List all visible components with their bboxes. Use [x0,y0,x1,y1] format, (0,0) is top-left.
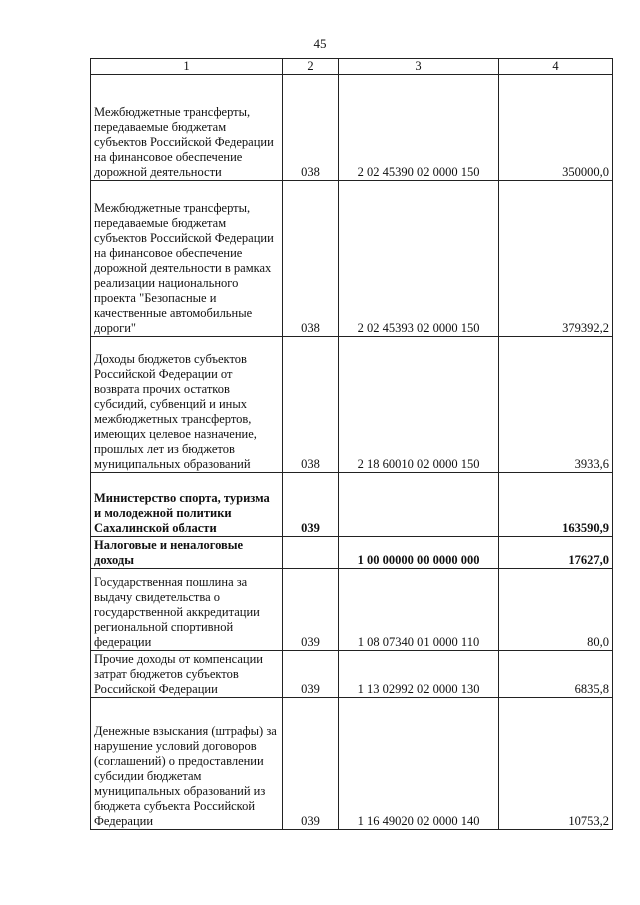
table-row [91,75,613,181]
row-amount: 163590,9 [499,473,613,537]
table-row [91,473,613,537]
table-row [91,569,613,651]
header-col-3: 3 [339,59,499,75]
row-admin-code: 039 [283,473,339,537]
header-col-4: 4 [499,59,613,75]
row-budget-code: 1 08 07340 01 0000 110 [339,569,499,651]
table-header-row [91,59,613,75]
row-admin-code: 039 [283,569,339,651]
row-budget-code: 2 02 45390 02 0000 150 [339,75,499,181]
row-amount: 379392,2 [499,181,613,337]
row-name: Межбюджетные трансферты, передаваемые бюджетам субъектов Российской Федерации на финансовое обеспечение дорожной деятельности [91,75,283,181]
row-amount: 3933,6 [499,337,613,473]
row-budget-code: 2 02 45393 02 0000 150 [339,181,499,337]
row-amount: 10753,2 [499,698,613,830]
row-name: Доходы бюджетов субъектов Российской Федерации от возврата прочих остатков субсидий, субвенций и иных межбюджетных трансфертов, имеющих целевое назначение, прошлых лет из бюджетов муниципальных образований [91,337,283,473]
row-name: Прочие доходы от компенсации затрат бюджетов субъектов Российской Федерации [91,651,283,698]
table-row [91,537,613,569]
row-admin-code: 039 [283,651,339,698]
table-row [91,337,613,473]
row-budget-code: 2 18 60010 02 0000 150 [339,337,499,473]
table-row [91,651,613,698]
table-row [91,698,613,830]
row-amount: 17627,0 [499,537,613,569]
row-name: Государственная пошлина за выдачу свидетельства о государственной аккредитации региональной спортивной федерации [91,569,283,651]
row-name: Межбюджетные трансферты, передаваемые бюджетам субъектов Российской Федерации на финансовое обеспечение дорожной деятельности в рамках реализации национального проекта "Безопасные и качественные автомобильные дороги" [91,181,283,337]
row-amount: 350000,0 [499,75,613,181]
row-admin-code: 039 [283,698,339,830]
row-budget-code [339,473,499,537]
row-name: Налоговые и неналоговые доходы [91,537,283,569]
row-admin-code [283,537,339,569]
row-budget-code: 1 16 49020 02 0000 140 [339,698,499,830]
row-admin-code: 038 [283,75,339,181]
row-amount: 80,0 [499,569,613,651]
table-row [91,181,613,337]
row-budget-code: 1 00 00000 00 0000 000 [339,537,499,569]
header-col-1: 1 [91,59,283,75]
row-admin-code: 038 [283,337,339,473]
row-amount: 6835,8 [499,651,613,698]
row-name: Министерство спорта, туризма и молодежной политики Сахалинской области [91,473,283,537]
page-number: 45 [313,36,327,51]
revenue-table [90,58,613,830]
row-budget-code: 1 13 02992 02 0000 130 [339,651,499,698]
row-admin-code: 038 [283,181,339,337]
header-col-2: 2 [283,59,339,75]
row-name: Денежные взыскания (штрафы) за нарушение условий договоров (соглашений) о предоставлении субсидии бюджетам муниципальных образований из бюджета субъекта Российской Федерации [91,698,283,830]
